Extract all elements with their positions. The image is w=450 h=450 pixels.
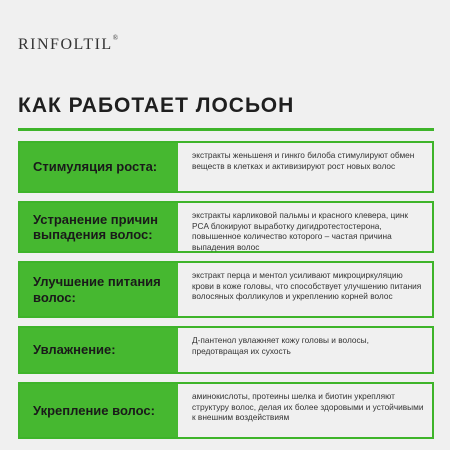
brand-name: RINFOLTIL <box>18 36 113 53</box>
benefit-label: Стимуляция роста: <box>33 159 158 175</box>
benefit-description-cell <box>188 384 432 437</box>
benefits-list <box>18 141 434 447</box>
benefit-label-cell <box>20 328 178 372</box>
benefit-row-growth <box>18 141 434 193</box>
registered-mark: ® <box>112 34 119 42</box>
benefit-description-cell <box>188 203 432 251</box>
benefit-label-cell <box>20 203 178 251</box>
benefit-label: Укрепление волос: <box>33 402 155 418</box>
benefit-row-hair-loss <box>18 201 434 253</box>
benefit-row-nutrition <box>18 261 434 318</box>
benefit-row-strengthening <box>18 382 434 439</box>
benefit-label-cell <box>20 263 178 316</box>
benefit-description: экстракты женьшеня и гинкго билоба стимулируют обмен веществ в клетках и активизируют рост новых волос <box>192 150 415 171</box>
benefit-label: Улучшение питания волос: <box>33 274 161 305</box>
benefit-description: экстракт перца и ментол усиливают микроциркуляцию крови в коже головы, что способствует улучшению питания волосяных фолликулов и укреплению корней волос <box>192 270 422 302</box>
benefit-row-moisturizing <box>18 326 434 374</box>
benefit-label-cell <box>20 384 178 437</box>
benefit-description: аминокислоты, протеины шелка и биотин укрепляют структуру волос, делая их более здоровыми и устойчивыми к внешним воздействиям <box>192 391 424 423</box>
title-underline <box>18 128 434 131</box>
brand-logo <box>18 36 118 54</box>
benefit-label-cell <box>20 143 178 191</box>
page-title: КАК РАБОТАЕТ ЛОСЬОН <box>18 94 295 117</box>
benefit-label: Устранение причин выпадения волос: <box>33 211 158 242</box>
benefit-description-cell <box>188 263 432 316</box>
benefit-description-cell <box>188 328 432 372</box>
benefit-description: Д-пантенол увлажняет кожу головы и волосы, предотвращая их сухость <box>192 335 369 356</box>
benefit-description: экстракты карликовой пальмы и красного клевера, цинк PCA блокируют выработку дигидротестостерона, повышенное количество которого – частая причина выпадения волос <box>192 210 409 252</box>
benefit-description-cell <box>188 143 432 191</box>
benefit-label: Увлажнение: <box>33 342 116 358</box>
